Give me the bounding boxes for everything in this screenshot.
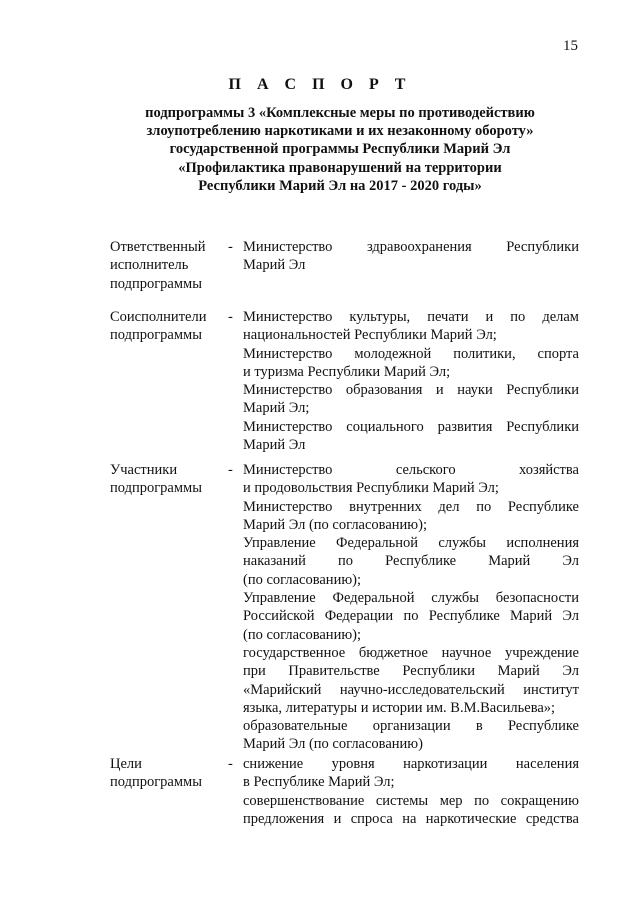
value-line: языка, литературы и истории им. В.М.Васильева»; — [243, 699, 556, 716]
value-line: предложения и спроса на наркотические средства — [243, 810, 579, 827]
document-subtitle — [100, 104, 580, 195]
label-line: подпрограммы — [110, 774, 202, 791]
value-line: Марий Эл (по согласованию); — [243, 516, 427, 533]
label-line: Цели — [110, 756, 142, 772]
value-line: Министерство внутренних дел по Республике — [243, 498, 579, 515]
value-line: совершенствование системы мер по сокращению — [243, 792, 579, 809]
value-line: Марий Эл — [243, 437, 306, 454]
row-dash: - — [228, 462, 233, 478]
subtitle-line: «Профилактика правонарушений на территории — [178, 159, 502, 176]
page-number: 15 — [563, 38, 578, 54]
value-line: национальностей Республики Марий Эл; — [243, 327, 497, 344]
row-dash: - — [228, 239, 233, 255]
value-line: Управление Федеральной службы безопасности — [243, 590, 579, 607]
label-line: подпрограммы — [110, 327, 202, 344]
value-line: Министерство культуры, печати и по делам — [243, 309, 579, 325]
row-dash: - — [228, 309, 233, 325]
value-line: наказаний по Республике Марий Эл — [243, 553, 579, 570]
value-line: Марий Эл; — [243, 400, 310, 417]
row-value — [243, 755, 579, 828]
value-line: Марий Эл — [243, 257, 306, 274]
value-line: (по согласованию); — [243, 626, 362, 643]
subtitle-line: подпрограммы 3 «Комплексные меры по противодействию — [145, 105, 535, 121]
row-dash: - — [228, 756, 233, 772]
row-label — [110, 755, 226, 792]
value-line: Министерство образования и науки Республики — [243, 382, 579, 399]
row-label — [110, 238, 226, 293]
row-value — [243, 308, 579, 454]
value-line: «Марийский научно-исследовательский институт — [243, 681, 579, 698]
value-line: снижение уровня наркотизации населения — [243, 756, 579, 772]
value-line: образовательные организации в Республике — [243, 718, 579, 735]
value-line: и продовольствия Республики Марий Эл; — [243, 480, 499, 497]
label-line: подпрограммы — [110, 480, 202, 497]
row-label — [110, 461, 226, 498]
value-line: Министерство здравоохранения Республики — [243, 239, 579, 255]
value-line: Марий Эл (по согласованию) — [243, 736, 423, 753]
value-line: в Республике Марий Эл; — [243, 774, 395, 791]
value-line: Управление Федеральной службы исполнения — [243, 535, 579, 552]
document-title: П А С П О Р Т — [228, 76, 412, 93]
row-value — [243, 461, 579, 754]
value-line: Министерство сельского хозяйства — [243, 462, 579, 478]
subtitle-line: государственной программы Республики Марий Эл — [169, 141, 511, 158]
value-line: Российской Федерации по Республике Марий Эл — [243, 608, 579, 625]
label-line: Ответственный — [110, 239, 206, 255]
value-line: при Правительстве Республики Марий Эл — [243, 663, 579, 680]
label-line: Участники — [110, 462, 178, 478]
label-line: Соисполнители — [110, 309, 207, 325]
subtitle-line: злоупотреблению наркотиками и их незаконному обороту» — [146, 123, 534, 140]
value-line: государственное бюджетное научное учреждение — [243, 644, 579, 661]
value-line: Министерство социального развития Республики — [243, 418, 579, 435]
label-line: исполнитель — [110, 257, 189, 274]
value-line: Министерство молодежной политики, спорта — [243, 345, 579, 362]
label-line: подпрограммы — [110, 275, 202, 292]
subtitle-line: Республики Марий Эл на 2017 - 2020 годы» — [198, 177, 482, 194]
row-value — [243, 238, 579, 275]
row-label — [110, 308, 226, 345]
value-line: и туризма Республики Марий Эл; — [243, 363, 451, 380]
value-line: (по согласованию); — [243, 571, 362, 588]
